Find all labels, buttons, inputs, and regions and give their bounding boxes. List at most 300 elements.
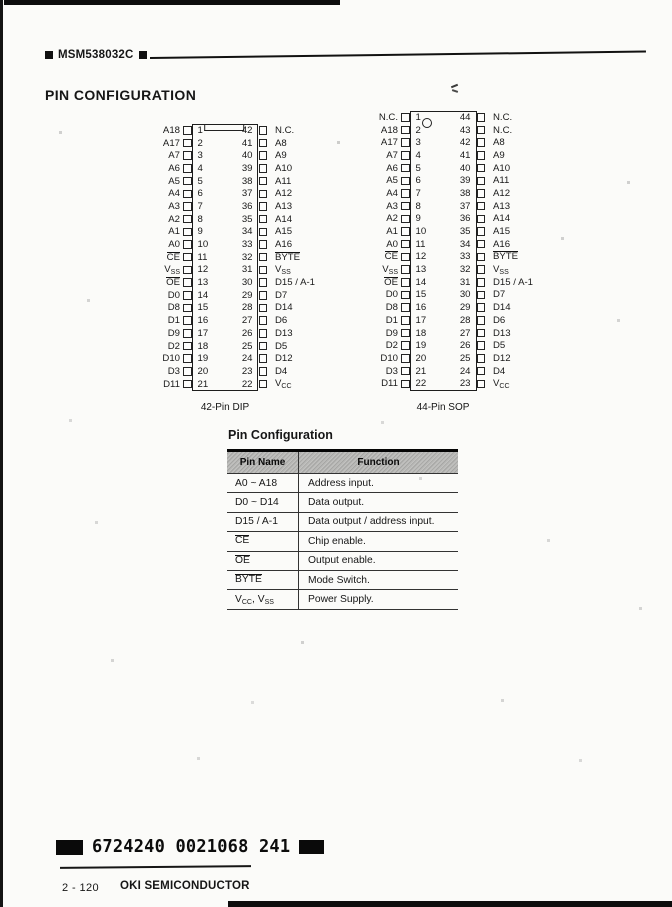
pin-label-right: D4	[275, 365, 288, 377]
pin-number-right: 35	[241, 213, 253, 225]
pin-label-right: BYTE	[275, 251, 301, 263]
scan-noise	[0, 0, 1, 1]
pin-number-left: 8	[197, 213, 203, 225]
pin-lead-icon	[401, 291, 410, 300]
pin-lead-icon	[183, 253, 192, 262]
pin-label-left: $V_{SS}$	[164, 263, 180, 276]
pin-lead-icon	[401, 240, 410, 249]
pin-number-left: 21	[197, 378, 209, 390]
pin-number-left: 1	[197, 124, 203, 136]
pin-label-right: $V_{SS}$	[493, 263, 509, 276]
pin-number-left: 10	[197, 239, 209, 251]
pin-label-left: CE	[166, 251, 180, 263]
pin-number-left: 14	[415, 276, 427, 288]
pin-label-right: A12	[493, 187, 511, 199]
pin-label-right: D5	[275, 340, 288, 352]
pin-number-right: 34	[241, 226, 253, 238]
pin-lead-icon	[477, 189, 486, 198]
pin-table-heading: Pin Configuration	[228, 428, 333, 442]
pin-lead-icon	[477, 367, 486, 376]
sop-pin-rows	[357, 111, 541, 390]
pin-lead-icon	[259, 240, 268, 249]
pin-label-right: D6	[493, 314, 506, 326]
pin-label-left: A5	[168, 175, 180, 187]
pin-number-right: 28	[241, 302, 253, 314]
pin-row	[357, 377, 541, 390]
pin-lead-icon	[259, 278, 268, 287]
pin-label-left: A6	[168, 162, 180, 174]
pin-number-right: 36	[459, 213, 471, 225]
pin-label-right: A14	[275, 213, 293, 225]
pin-number-right: 31	[241, 264, 253, 276]
pin-number-right: 42	[241, 124, 253, 136]
pin-row	[357, 149, 541, 162]
pin-number-left: 20	[415, 352, 427, 364]
pin-lead-icon	[401, 189, 410, 198]
pin-number-right: 42	[459, 137, 471, 149]
dip-pin-rows	[139, 124, 323, 390]
pin-lead-icon	[259, 253, 268, 262]
pin-label-right: D14	[493, 302, 511, 314]
pin-label-right: $V_{SS}$	[275, 263, 291, 276]
pin-label-left: A0	[386, 238, 398, 250]
footer-rule	[60, 865, 251, 869]
pin-lead-icon	[259, 380, 268, 389]
pin-label-left: A17	[162, 137, 180, 149]
pin-label-left: D10	[162, 353, 180, 365]
pin-number-left: 9	[415, 213, 421, 225]
pin-number-right: 37	[241, 188, 253, 200]
pin-row	[357, 124, 541, 137]
function-cell: Mode Switch.	[298, 571, 458, 589]
page-number: 2 - 120	[62, 882, 100, 894]
pin-number-right: 38	[241, 175, 253, 187]
pin-lead-icon	[259, 354, 268, 363]
pin-label-right: A11	[493, 175, 510, 187]
pin-table-row	[227, 532, 458, 551]
pin-lead-icon	[477, 151, 486, 160]
pin-lead-icon	[477, 354, 486, 363]
pin-table-row	[227, 571, 458, 590]
pin-number-right: 34	[459, 238, 471, 250]
pin-number-left: 9	[197, 226, 203, 238]
pin-row	[139, 175, 323, 188]
document-header	[45, 49, 147, 61]
pin-lead-icon	[183, 380, 192, 389]
pin-number-left: 13	[415, 264, 427, 276]
pin-number-right: 29	[459, 302, 471, 314]
pin-label-right: D7	[275, 289, 288, 301]
pin-label-left: D0	[167, 289, 180, 301]
pin-label-left: A2	[386, 213, 398, 225]
pin-lead-icon	[401, 202, 410, 211]
pin-label-right: $V_{CC}$	[275, 378, 292, 391]
company-name: OKI SEMICONDUCTOR	[120, 880, 250, 892]
pin-number-left: 10	[415, 226, 427, 238]
pin-label-left: D11	[381, 378, 398, 390]
pin-row	[357, 136, 541, 149]
pin-number-right: 31	[459, 276, 471, 288]
pin-lead-icon	[477, 215, 486, 224]
pin-lead-icon	[259, 126, 268, 135]
pin-number-right: 27	[241, 315, 253, 327]
pin-number-right: 39	[241, 162, 253, 174]
pin-lead-icon	[401, 354, 410, 363]
pin-number-right: 32	[459, 264, 471, 276]
pin-row	[357, 174, 541, 187]
pin-label-right: D15 / A-1	[493, 276, 533, 288]
pin-label-right: A10	[493, 162, 511, 174]
pin-lead-icon	[401, 303, 410, 312]
pin-row	[357, 111, 541, 124]
pin-lead-icon	[401, 227, 410, 236]
pin-row	[139, 149, 323, 162]
pin-label-right: D12	[275, 353, 293, 365]
pin-lead-icon	[183, 367, 192, 376]
pin-row	[357, 213, 541, 226]
pin-lead-icon	[401, 138, 410, 147]
pin-number-left: 15	[197, 302, 209, 314]
pin-label-left: N.C.	[378, 111, 398, 123]
pin-lead-icon	[477, 240, 486, 249]
barcode-block-icon	[56, 840, 83, 855]
pin-lead-icon	[477, 341, 486, 350]
pin-number-left: 5	[415, 162, 421, 174]
pin-label-right: A8	[493, 137, 505, 149]
pin-label-left: D1	[385, 314, 398, 326]
sop-package-diagram	[357, 111, 541, 413]
pin-lead-icon	[183, 177, 192, 186]
pin-lead-icon	[401, 215, 410, 224]
pin-lead-icon	[477, 138, 486, 147]
pin-label-left: D10	[380, 352, 398, 364]
pin-lead-icon	[183, 228, 192, 237]
pin-table-row	[227, 552, 458, 571]
pin-table-row	[227, 474, 458, 493]
pin-number-right: 32	[241, 251, 253, 263]
pin-name-cell: $V_{CC}$, $V_{SS}$	[235, 593, 274, 606]
pin-lead-icon	[477, 202, 486, 211]
pin-label-left: A6	[386, 162, 398, 174]
pin-row	[139, 238, 323, 251]
column-header-function: Function	[298, 452, 458, 473]
pin-lead-icon	[401, 316, 410, 325]
pin-number-left: 7	[197, 200, 203, 212]
pin-lead-icon	[401, 278, 410, 287]
pin-row	[357, 162, 541, 175]
pin-lead-icon	[183, 278, 192, 287]
pin-lead-icon	[183, 329, 192, 338]
pin-number-right: 28	[459, 314, 471, 326]
pin-lead-icon	[477, 227, 486, 236]
scan-edge-bottom	[228, 901, 672, 907]
pin-number-left: 12	[197, 264, 209, 276]
pin-label-left: CE	[384, 251, 398, 263]
pin-number-left: 19	[415, 340, 427, 352]
pin-label-left: D2	[167, 340, 180, 352]
pin-number-right: 37	[459, 200, 471, 212]
pin-number-left: 16	[197, 315, 209, 327]
column-header-pin-name: Pin Name	[239, 457, 286, 468]
dip-package-diagram	[139, 124, 323, 413]
pin-label-right: A8	[275, 137, 287, 149]
pin-label-right: D13	[493, 327, 511, 339]
pin-number-left: 15	[415, 289, 427, 301]
pin-label-left: D11	[163, 378, 180, 390]
pin-number-left: 16	[415, 302, 427, 314]
pin-number-right: 27	[459, 327, 471, 339]
pin-label-right: A9	[493, 149, 505, 161]
pin-lead-icon	[183, 291, 192, 300]
pin-row	[357, 200, 541, 213]
pin-row	[139, 314, 323, 327]
pin-name-cell: BYTE	[235, 574, 262, 586]
pin-number-right: 22	[241, 378, 253, 390]
pin-lead-icon	[259, 342, 268, 351]
pin-row	[139, 162, 323, 175]
pin-lead-icon	[183, 202, 192, 211]
pin-number-left: 7	[415, 187, 421, 199]
pin-row	[139, 213, 323, 226]
pin-number-left: 12	[415, 251, 427, 263]
pin-number-right: 41	[459, 149, 471, 161]
pin-lead-icon	[183, 240, 192, 249]
pin-label-right: A10	[275, 162, 293, 174]
pin-lead-icon	[183, 316, 192, 325]
pin-lead-icon	[477, 126, 486, 135]
pin-number-left: 19	[197, 353, 209, 365]
pin-name-cell: OE	[235, 554, 250, 566]
pin-lead-icon	[183, 139, 192, 148]
pin-label-left: A1	[386, 226, 398, 238]
function-cell: Address input.	[298, 474, 458, 492]
pin-table	[227, 449, 458, 610]
pin-lead-icon	[183, 342, 192, 351]
pin-row	[139, 251, 323, 264]
pin-number-left: 17	[197, 327, 209, 339]
pin-lead-icon	[259, 164, 268, 173]
pin-label-left: D9	[167, 327, 180, 339]
pin-lead-icon	[259, 177, 268, 186]
sop-caption: 44-Pin SOP	[416, 402, 470, 413]
pin-number-left: 22	[415, 378, 427, 390]
pin-row	[357, 225, 541, 238]
pin-label-right: $V_{CC}$	[493, 377, 510, 390]
pin-number-right: 44	[459, 111, 471, 123]
barcode-block-icon	[299, 840, 324, 854]
pin-number-right: 23	[241, 365, 253, 377]
pin-number-right: 36	[241, 200, 253, 212]
function-cell: Output enable.	[298, 552, 458, 570]
pin-label-left: OE	[166, 277, 180, 289]
pin-lead-icon	[477, 265, 486, 274]
pin-lead-icon	[477, 164, 486, 173]
pin-number-right: 25	[459, 352, 471, 364]
pin-label-left: A5	[386, 175, 398, 187]
pin-label-left: A3	[168, 200, 180, 212]
square-bullet-icon	[45, 51, 53, 59]
pin-label-right: A9	[275, 150, 287, 162]
pin-row	[139, 226, 323, 239]
pin-label-left: D9	[385, 327, 398, 339]
pin-row	[139, 378, 323, 391]
pin-number-right: 26	[459, 340, 471, 352]
pin-label-left: A17	[380, 137, 398, 149]
pin-label-right: D12	[493, 352, 511, 364]
pin-number-right: 35	[459, 226, 471, 238]
pin-number-left: 1	[415, 111, 421, 123]
pin-number-left: 13	[197, 277, 209, 289]
pin-lead-icon	[401, 151, 410, 160]
pin-number-right: 23	[459, 378, 471, 390]
pin-number-left: 11	[415, 238, 426, 250]
pin-lead-icon	[401, 329, 410, 338]
pin-label-left: A2	[168, 213, 180, 225]
pin-number-left: 2	[415, 124, 421, 136]
pin-label-right: N.C.	[493, 124, 513, 136]
pin-lead-icon	[477, 316, 486, 325]
pin-number-right: 40	[459, 162, 471, 174]
pin-number-left: 20	[197, 365, 209, 377]
pin-number-left: 17	[415, 314, 427, 326]
scan-edge-left	[0, 0, 3, 907]
pin-table-row	[227, 493, 458, 512]
pin-label-right: D13	[275, 327, 293, 339]
pin-lead-icon	[401, 341, 410, 350]
pin-number-right: 30	[459, 289, 471, 301]
pin-label-right: A11	[275, 175, 292, 187]
function-cell: Data output / address input.	[298, 513, 458, 531]
pin-row	[139, 276, 323, 289]
pin-lead-icon	[183, 354, 192, 363]
pin-row	[357, 187, 541, 200]
pin-number-left: 4	[415, 149, 421, 161]
pin-number-right: 26	[241, 327, 253, 339]
pin-lead-icon	[259, 151, 268, 160]
pin-number-right: 29	[241, 289, 253, 301]
scan-edge-top	[4, 0, 340, 5]
pin-lead-icon	[259, 316, 268, 325]
pin-lead-icon	[401, 253, 410, 262]
pin-number-left: 4	[197, 162, 203, 174]
pin-name-cell: A0 ~ A18	[235, 477, 278, 489]
pin-row	[139, 365, 323, 378]
pin-label-right: D6	[275, 315, 288, 327]
dip-caption: 42-Pin DIP	[200, 402, 250, 413]
pin-row	[357, 365, 541, 378]
pin-number-left: 3	[197, 150, 203, 162]
pin-lead-icon	[477, 380, 486, 389]
pin-lead-icon	[259, 304, 268, 313]
barcode-row	[56, 837, 324, 857]
pin-label-left: A4	[168, 188, 180, 200]
pin-label-left: D2	[385, 340, 398, 352]
pin-row	[357, 339, 541, 352]
pin-number-right: 40	[241, 150, 253, 162]
pin-number-left: 14	[197, 289, 209, 301]
pin-label-right: A13	[275, 200, 293, 212]
pin-row	[357, 352, 541, 365]
pin-row	[357, 327, 541, 340]
stray-ink-mark	[451, 84, 459, 94]
pin-number-right: 33	[241, 239, 253, 251]
pin-label-left: A18	[380, 124, 398, 136]
pin-label-left: D8	[167, 302, 180, 314]
pin-lead-icon	[183, 151, 192, 160]
pin-label-right: N.C.	[493, 111, 513, 123]
pin-lead-icon	[477, 278, 486, 287]
pin-label-right: D14	[275, 302, 293, 314]
pin-name-cell: CE	[235, 535, 250, 547]
pin-number-right: 39	[459, 175, 471, 187]
pin-number-right: 24	[459, 365, 471, 377]
pin-number-left: 21	[415, 365, 427, 377]
pin-number-left: 8	[415, 200, 421, 212]
pin-row	[139, 137, 323, 150]
pin-lead-icon	[183, 266, 192, 275]
pin-lead-icon	[183, 126, 192, 135]
pin-label-right: A15	[493, 226, 511, 238]
pin-label-right: A16	[493, 238, 511, 250]
square-bullet-icon	[139, 51, 147, 59]
pin-lead-icon	[183, 164, 192, 173]
pin-label-left: A0	[168, 239, 180, 251]
pin-number-left: 3	[415, 137, 421, 149]
pin-lead-icon	[477, 253, 486, 262]
pin-label-right: A16	[275, 239, 293, 251]
pin-number-right: 41	[241, 137, 253, 149]
pin-table-header-row	[227, 452, 458, 474]
pin-label-left: A3	[386, 200, 398, 212]
pin-lead-icon	[477, 177, 486, 186]
pin-number-left: 2	[197, 137, 203, 149]
pin-row	[357, 289, 541, 302]
pin-row	[357, 276, 541, 289]
pin-label-left: D3	[385, 365, 398, 377]
pin-row	[357, 251, 541, 264]
pin-lead-icon	[259, 266, 268, 275]
document-title: MSM538032C	[58, 49, 134, 61]
pin-label-right: D7	[493, 289, 506, 301]
pin-number-left: 18	[415, 327, 427, 339]
pin-row	[357, 314, 541, 327]
pin-lead-icon	[477, 291, 486, 300]
pin-label-left: D1	[167, 315, 180, 327]
pin-label-right: A14	[493, 213, 511, 225]
pin-table-row	[227, 590, 458, 609]
pin-number-right: 38	[459, 187, 471, 199]
pin-number-left: 11	[197, 251, 208, 263]
pin-name-cell: D0 ~ D14	[235, 497, 279, 509]
pin-label-left: A7	[386, 149, 398, 161]
pin-lead-icon	[477, 303, 486, 312]
pin-label-left: A1	[168, 226, 180, 238]
pin-number-right: 30	[241, 277, 253, 289]
pin-label-left: D0	[385, 289, 398, 301]
pin-lead-icon	[259, 215, 268, 224]
pin-table-row	[227, 513, 458, 532]
pin-label-right: N.C.	[275, 124, 295, 136]
pin-row	[139, 124, 323, 137]
pin-number-right: 25	[241, 340, 253, 352]
pin-row	[139, 200, 323, 213]
pin-label-left: $V_{SS}$	[382, 263, 398, 276]
pin-name-cell: D15 / A-1	[235, 516, 278, 528]
pin-row	[357, 238, 541, 251]
pin-lead-icon	[259, 228, 268, 237]
pin-row	[139, 187, 323, 200]
pin-lead-icon	[183, 304, 192, 313]
